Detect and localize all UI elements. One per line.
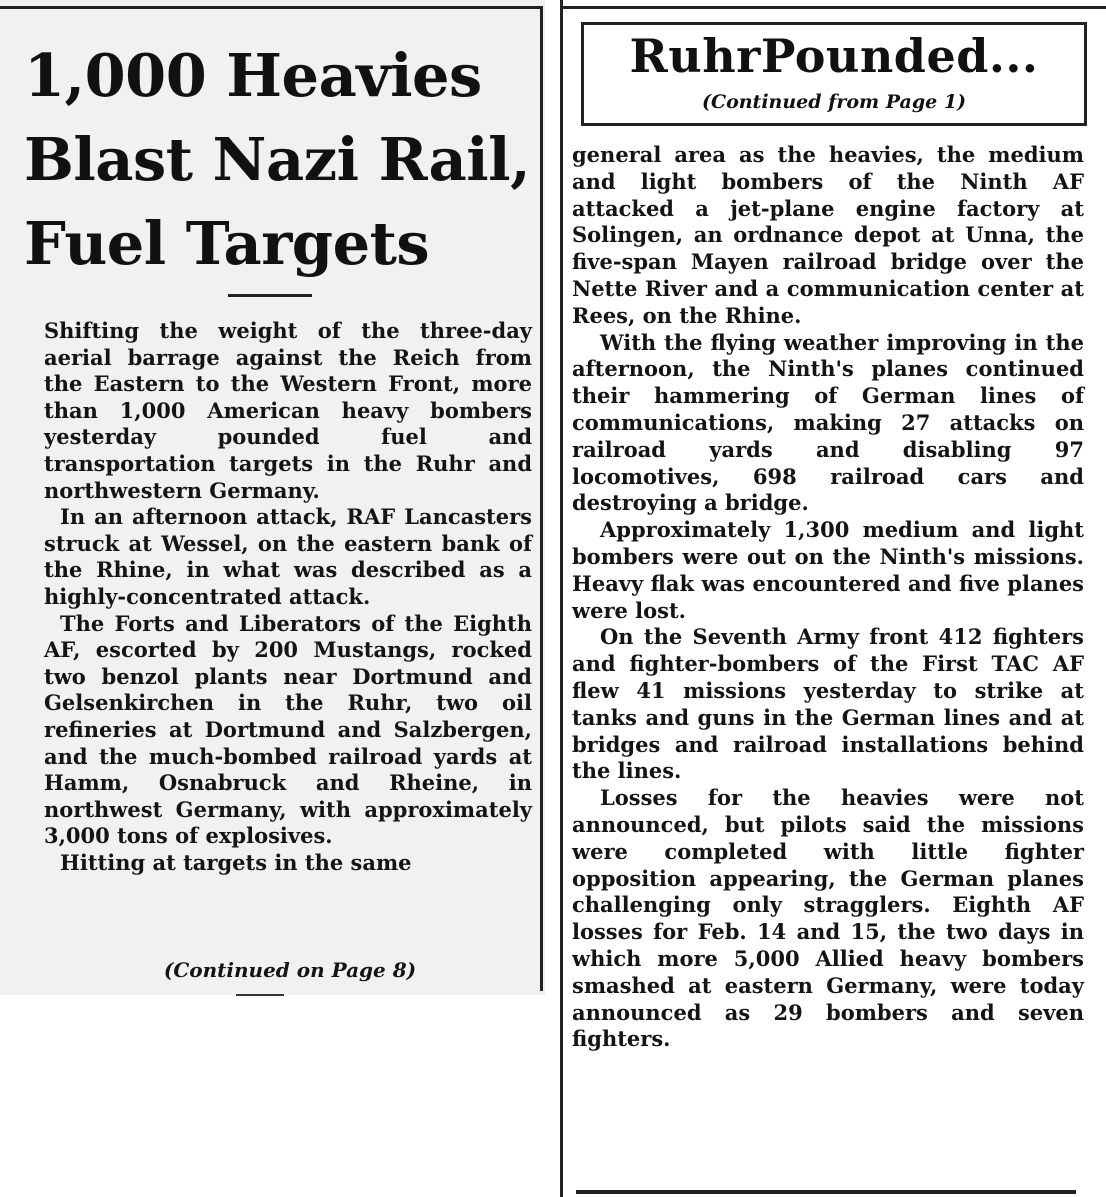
right-headline: RuhrPounded... [629, 29, 1039, 83]
right-article-body [572, 142, 1084, 1053]
right-column-rule [560, 0, 563, 1197]
bottom-rule [576, 1190, 1076, 1194]
paragraph: On the Seventh Army front 412 fighters and fighter-bombers of the First TAC AF flew 41 missions yesterday to strike at tanks and guns in the German lines and at bridges and railroad installations behind the lines. [572, 624, 1084, 784]
paragraph: With the flying weather improving in the afternoon, the Ninth's planes continued their hammering of German lines of communications, making 27 attacks on railroad yards and disabling 97 locomotives, 698 railroad cars and destroying a bridge. [572, 329, 1084, 516]
paragraph: The Forts and Liberators of the Eighth AF, escorted by 200 Mustangs, rocked two benzol plants near Dortmund and Gelsenkirchen in the Ruhr, two oil refineries at Dortmund and Salzbergen, and the much-bombed railroad yards at Hamm, Osnabruck and Rheine, in northwest Germany, with approximately 3,000 tons of explosives. [44, 610, 532, 849]
paragraph: Losses for the heavies were not announced, but pilots said the missions were completed with little fighter opposition appearing, the German planes challenging only stragglers. Eighth AF losses for Feb. 14 and 15, the two days in which more 5,000 Allied heavy bombers smashed at eastern Germany, were today announced as 29 bombers and seven fighters. [572, 785, 1084, 1052]
paragraph: In an afternoon attack, RAF Lancasters struck at Wessel, on the eastern bank of the Rhine, in what was described as a highly-concentrated attack. [44, 504, 532, 609]
continued-from-label: (Continued from Page 1) [701, 91, 967, 113]
left-headline [24, 34, 534, 286]
left-article [0, 0, 545, 995]
end-rule [236, 994, 284, 996]
paragraph: Shifting the weight of the three-day aerial barrage against the Reich from the Eastern to the Western Front, more than 1,000 American heavy bombers yesterday pounded fuel and transportation targets in the Ruhr and northwestern Germany. [44, 318, 532, 503]
headline-line-1: 1,000 Heavies [24, 41, 482, 110]
column-divider [540, 6, 543, 991]
paragraph: Approximately 1,300 medium and light bombers were out on the Ninth's missions. Heavy flak was encountered and five planes were lost. [572, 517, 1084, 623]
headline-line-3: Fuel Targets [24, 209, 430, 278]
right-top-rule [560, 6, 1106, 9]
left-top-rule [0, 6, 540, 9]
paragraph: general area as the heavies, the medium and light bombers of the Ninth AF attacked a jet-plane engine factory at Solingen, an ordnance depot at Unna, the five-span Mayen railroad bridge over the Nette River and a communication center at Rees, on the Rhine. [572, 142, 1084, 328]
headline-line-2: Blast Nazi Rail, [24, 125, 531, 194]
right-headline-box [581, 22, 1087, 126]
left-article-body [44, 318, 532, 876]
headline-rule [228, 294, 312, 297]
paragraph: Hitting at targets in the same [60, 849, 412, 875]
continued-on-label: (Continued on Page 8) [163, 958, 417, 982]
